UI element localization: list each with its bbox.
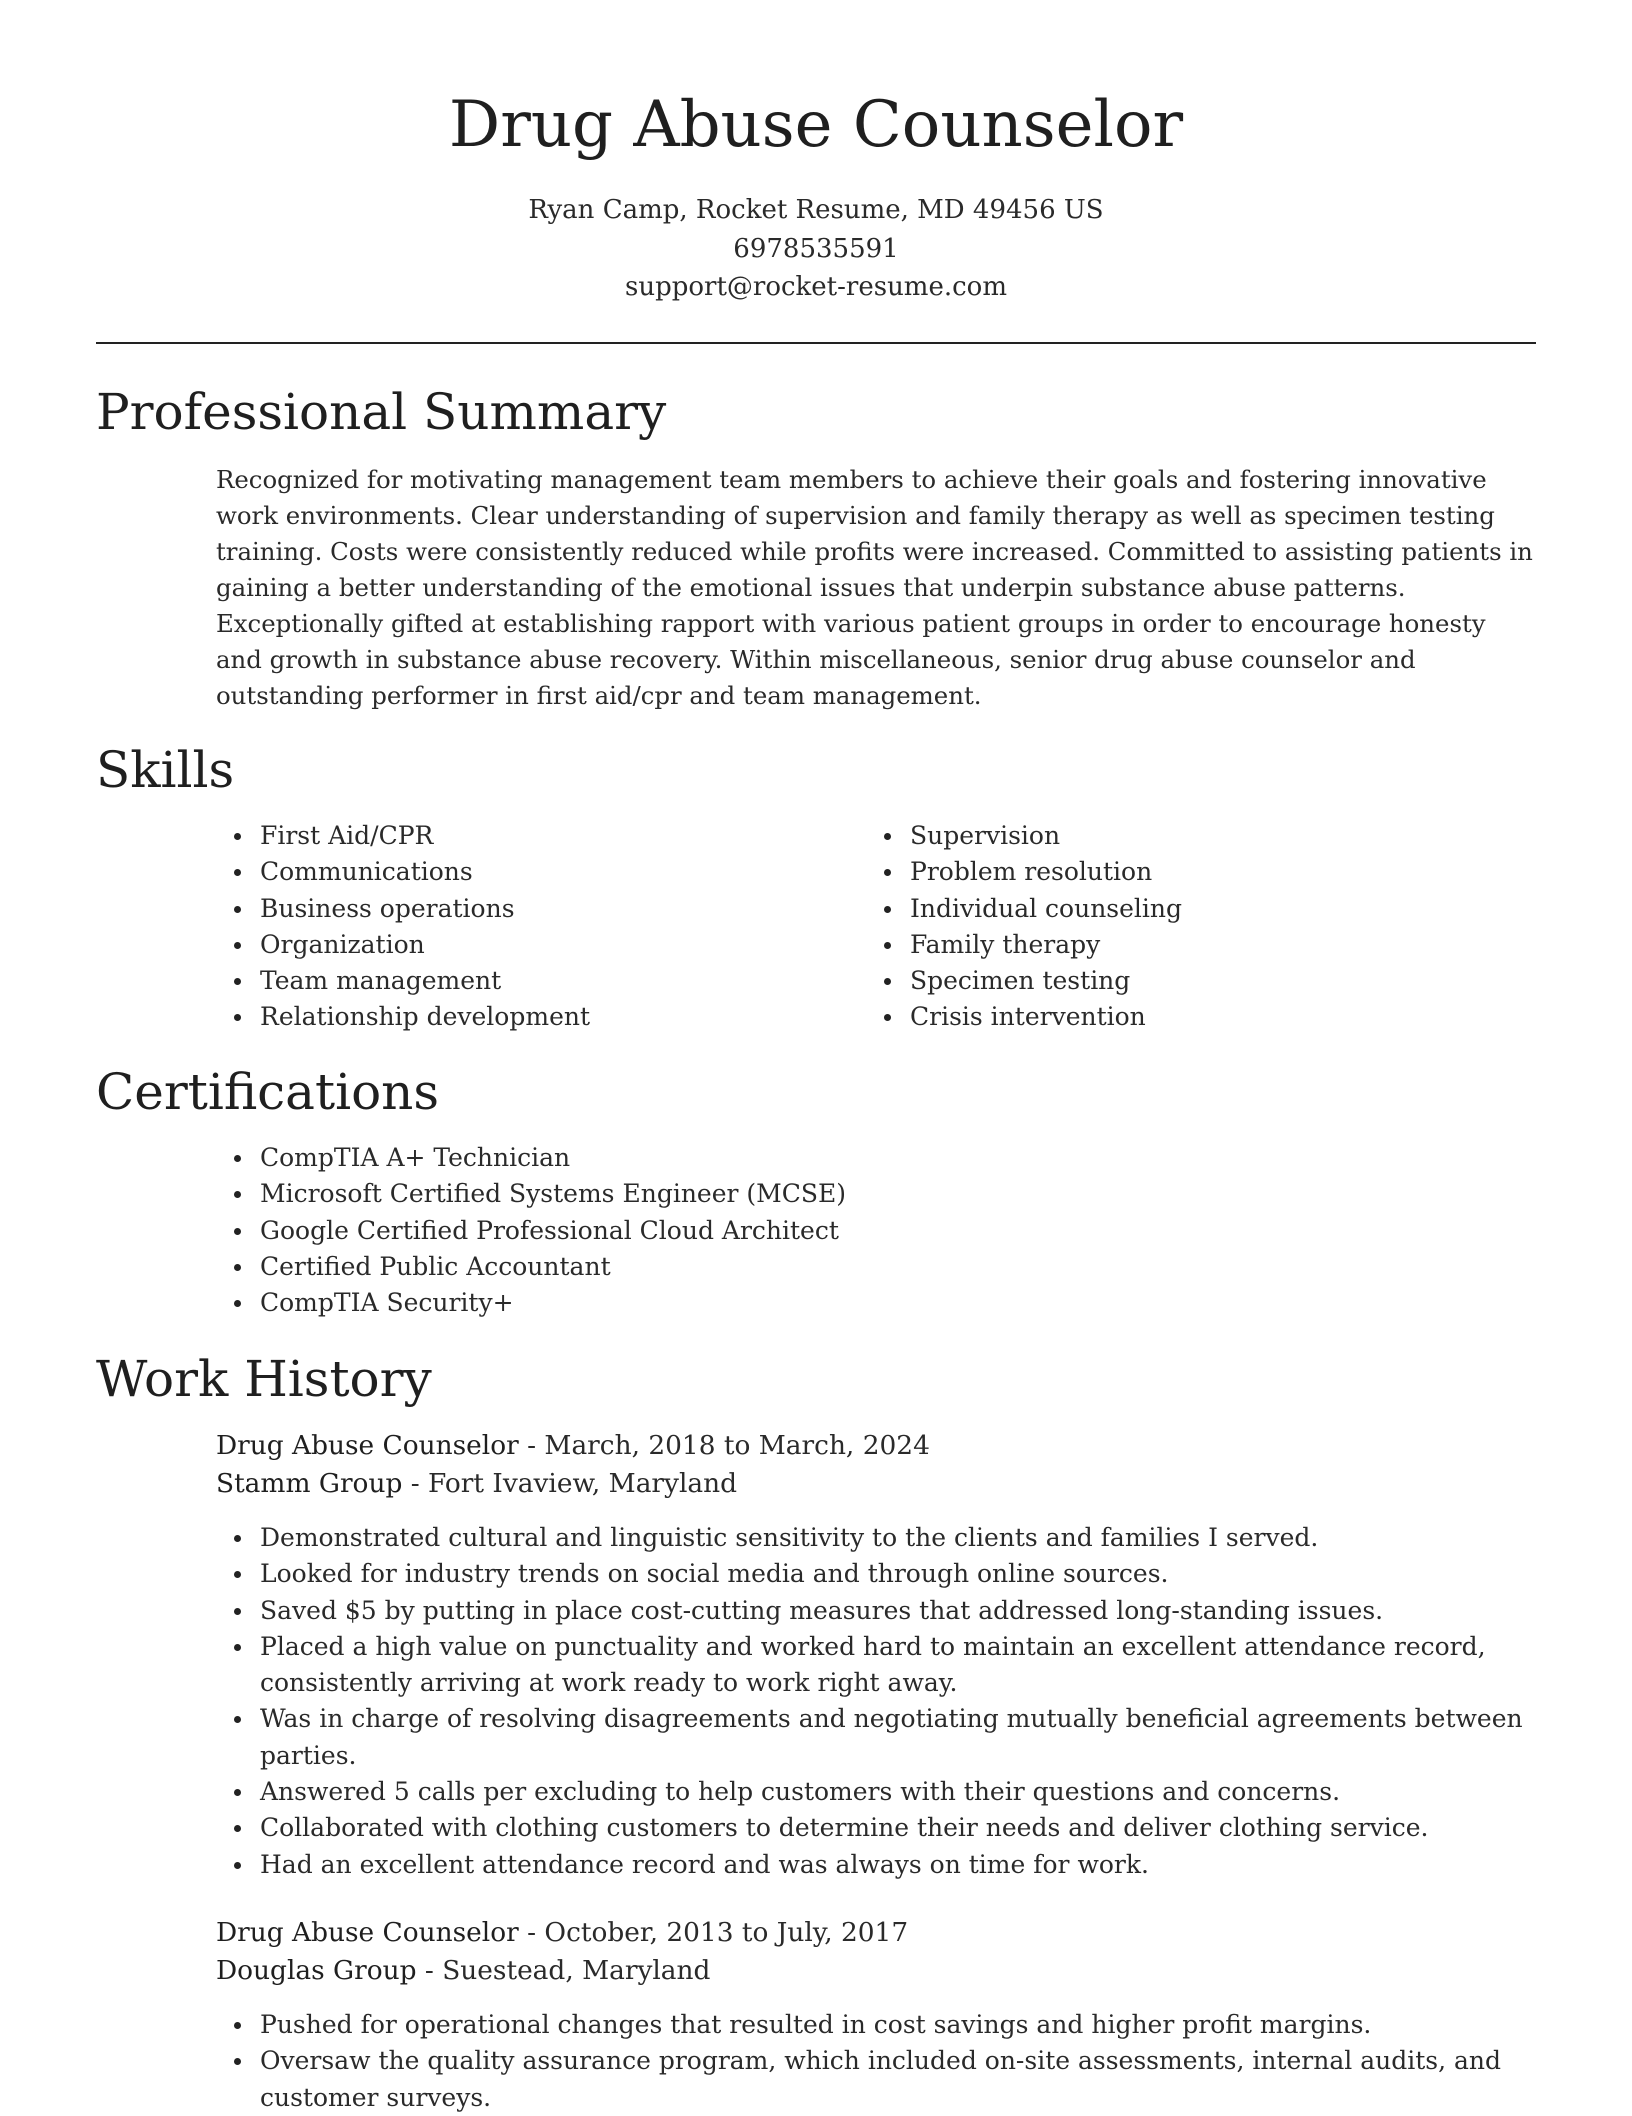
work-history-heading: Work History xyxy=(96,1350,432,1408)
skill-item: Crisis intervention xyxy=(910,999,1470,1035)
job-dates: - October, 2013 to July, 2017 xyxy=(518,1917,909,1948)
job-duty-item: Demonstrated cultural and linguistic sensitivity to the clients and families I served. xyxy=(260,1520,1582,1556)
job-dates: - March, 2018 to March, 2024 xyxy=(518,1430,930,1461)
contact-email: support@rocket-resume.com xyxy=(624,272,1007,302)
skill-item: First Aid/CPR xyxy=(260,818,820,854)
skill-item: Problem resolution xyxy=(910,854,1470,890)
certification-item: CompTIA Security+ xyxy=(260,1285,1260,1321)
job-role: Drug Abuse Counselor xyxy=(216,1917,519,1948)
job-duty-item: Saved $5 by putting in place cost-cutting measures that addressed long-standing issues. xyxy=(260,1593,1582,1629)
contact-phone: 6978535591 xyxy=(733,234,899,264)
certification-item: Microsoft Certified Systems Engineer (MCSE) xyxy=(260,1176,1260,1212)
certifications-heading: Certifications xyxy=(96,1063,440,1121)
skill-item: Communications xyxy=(260,854,820,890)
skill-item: Family therapy xyxy=(910,927,1470,963)
certification-item: Google Certified Professional Cloud Architect xyxy=(260,1213,1260,1249)
job-duties-list xyxy=(216,2007,1582,2116)
certification-item: Certified Public Accountant xyxy=(260,1249,1260,1285)
header-divider xyxy=(96,342,1536,344)
job-title-line xyxy=(216,1427,930,1465)
job-company: Stamm Group xyxy=(216,1468,403,1499)
job-duty-item: Answered 5 calls per excluding to help customers with their questions and concerns. xyxy=(260,1774,1582,1810)
summary-text: Recognized for motivating management team members to achieve their goals and fostering innovative work environments. Clear understanding of supervision and family therapy as well as specimen testing training. Costs were consistently reduced while profits were increased. Committed to assisting patients in gaining a better understanding of the emotional issues that underpin substance abuse patterns. Exceptionally gifted at establishing rapport with various patient groups in order to encourage honesty and growth in substance abuse recovery. Within miscellaneous, senior drug abuse counselor and outstanding performer in first aid/cpr and team management. xyxy=(216,465,1533,710)
skill-item: Relationship development xyxy=(260,999,820,1035)
skill-item: Supervision xyxy=(910,818,1470,854)
job-duty-item: Collaborated with clothing customers to determine their needs and deliver clothing service. xyxy=(260,1810,1582,1846)
skill-item: Organization xyxy=(260,927,820,963)
skills-list-right xyxy=(866,818,1470,1036)
job-company-line xyxy=(216,1465,737,1503)
job-location: - Fort Ivaview, Maryland xyxy=(402,1468,738,1499)
certifications-list xyxy=(216,1140,1260,1321)
certification-item: CompTIA A+ Technician xyxy=(260,1140,1260,1176)
job-duty-item: Had an excellent attendance record and was always on time for work. xyxy=(260,1847,1582,1883)
summary-heading: Professional Summary xyxy=(96,383,667,441)
job-duty-item: Looked for industry trends on social media and through online sources. xyxy=(260,1556,1582,1592)
skill-item: Team management xyxy=(260,963,820,999)
job-duties-list xyxy=(216,1520,1582,1883)
contact-address: Ryan Camp, Rocket Resume, MD 49456 US xyxy=(528,195,1104,225)
skill-item: Individual counseling xyxy=(910,891,1470,927)
job-location: - Suestead, Maryland xyxy=(416,1955,711,1986)
job-duty-item: Oversaw the quality assurance program, which included on-site assessments, internal audits, and customer surveys. xyxy=(260,2043,1582,2116)
job-role: Drug Abuse Counselor xyxy=(216,1430,519,1461)
resume-title: Drug Abuse Counselor xyxy=(448,88,1184,162)
skills-heading: Skills xyxy=(96,741,235,799)
job-duty-item: Pushed for operational changes that resulted in cost savings and higher profit margins. xyxy=(260,2007,1582,2043)
job-title-line xyxy=(216,1914,908,1952)
job-duty-item: Was in charge of resolving disagreements and negotiating mutually beneficial agreements between parties. xyxy=(260,1701,1582,1774)
job-company-line xyxy=(216,1952,710,1990)
skills-list-left xyxy=(216,818,820,1036)
skill-item: Specimen testing xyxy=(910,963,1470,999)
job-duty-item: Placed a high value on punctuality and worked hard to maintain an excellent attendance record, consistently arriving at work ready to work right away. xyxy=(260,1629,1582,1702)
skill-item: Business operations xyxy=(260,891,820,927)
job-company: Douglas Group xyxy=(216,1955,417,1986)
